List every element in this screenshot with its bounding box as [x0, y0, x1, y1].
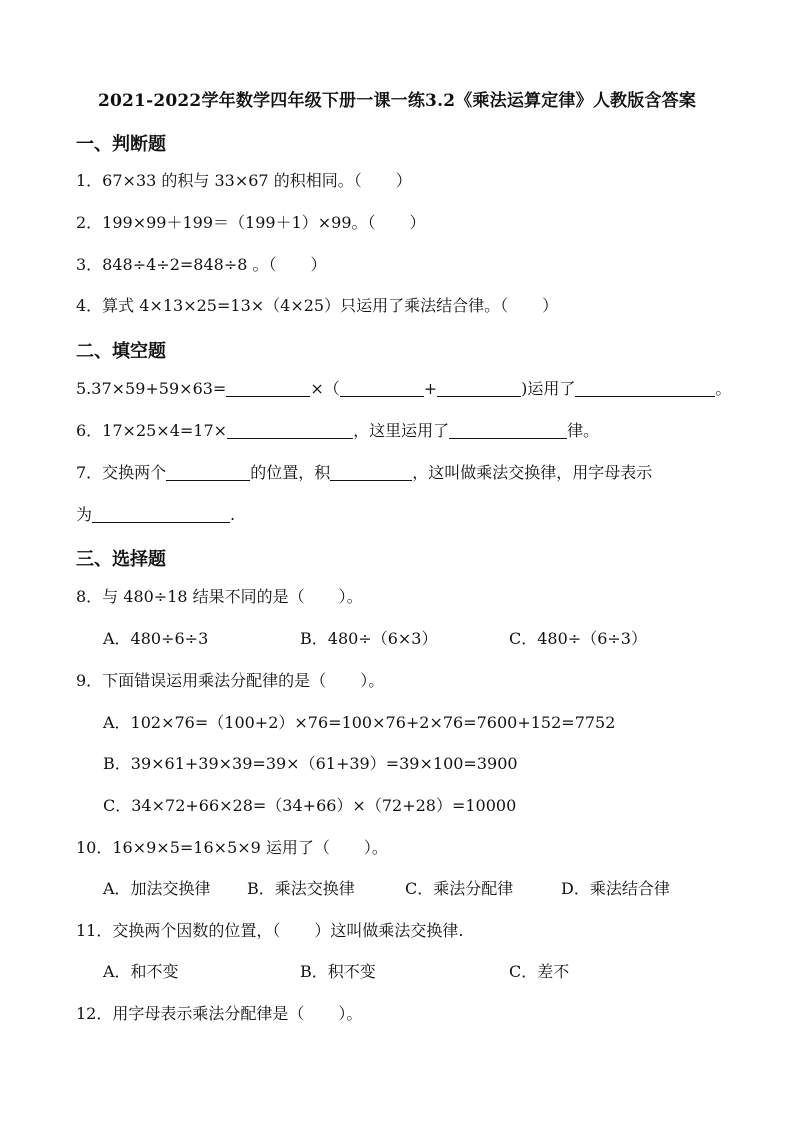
question-5-text-e: 。	[715, 379, 732, 398]
question-5-text-b: ×（	[310, 379, 340, 398]
question-6	[76, 420, 599, 442]
question-12	[76, 1003, 362, 1025]
question-8	[76, 586, 363, 608]
question-7	[76, 462, 652, 484]
question-6-text-b: ，这里运用了	[353, 421, 450, 440]
question-8-option-c[interactable]: C．480÷（6÷3）	[509, 629, 647, 648]
question-7-text-c: ，这叫做乘法交换律，用字母表示	[412, 463, 653, 482]
question-5-text-d: )运用了	[521, 379, 576, 398]
question-10-text: 10．16×9×5=16×5×9 运用了（	[76, 838, 330, 857]
question-11-text: 11．交换两个因数的位置，（	[76, 921, 281, 940]
question-10-option-c[interactable]: C．乘法分配律	[405, 879, 514, 898]
question-7-text-a: 7．交换两个	[76, 463, 167, 482]
answer-blank[interactable]	[340, 378, 424, 397]
question-9-option-c[interactable]: C．34×72+66×28=（34+66）×（72+28）=10000	[103, 796, 517, 815]
answer-blank[interactable]	[449, 420, 567, 439]
question-3-text: 3．848÷4÷2=848÷8 。（	[76, 255, 277, 274]
answer-blank[interactable]	[575, 378, 715, 397]
answer-blank[interactable]	[226, 378, 310, 397]
question-3-close: ）	[310, 255, 327, 274]
question-8-close: ）。	[338, 587, 363, 606]
question-8-option-b[interactable]: B．480÷（6×3）	[300, 629, 438, 648]
question-10-option-d[interactable]: D．乘法结合律	[561, 879, 670, 898]
question-9-option-b[interactable]: B．39×61+39×39=39×（61+39）=39×100=3900	[103, 754, 518, 773]
answer-blank[interactable]	[437, 378, 521, 397]
question-5	[76, 378, 731, 400]
question-5-text-a: 5.37×59+59×63=	[76, 379, 227, 398]
question-6-text-a: 6．17×25×4=17×	[76, 421, 228, 440]
question-1	[76, 170, 412, 192]
question-4	[76, 295, 558, 317]
question-12-text: 12．用字母表示乘法分配律是（	[76, 1004, 305, 1023]
question-7-text-d: 为	[76, 505, 93, 524]
question-9-text: 9．下面错误运用乘法分配律的是（	[76, 671, 327, 690]
question-10	[76, 837, 388, 859]
question-4-text: 4．算式 4×13×25=13×（4×25）只运用了乘法结合律。（	[76, 296, 509, 315]
question-7-text-b: 的位置，积	[250, 463, 331, 482]
answer-blank[interactable]	[330, 462, 412, 481]
section-heading-true-false: 一、判断题	[76, 134, 166, 155]
question-3	[76, 254, 327, 276]
question-9-close: ）。	[360, 671, 385, 690]
question-4-close: ）	[542, 296, 559, 315]
question-8-option-a[interactable]: A．480÷6÷3	[103, 629, 209, 648]
question-5-text-c: +	[423, 379, 438, 398]
question-10-option-b[interactable]: B．乘法交换律	[247, 879, 355, 898]
answer-blank[interactable]	[166, 462, 250, 481]
question-10-close: ）。	[363, 838, 388, 857]
question-7-continued	[76, 504, 235, 526]
question-12-close: ）。	[338, 1004, 363, 1023]
question-11-close: ）这叫做乘法交换律.	[314, 921, 464, 940]
question-11	[76, 920, 463, 942]
question-2	[76, 212, 426, 234]
question-11-option-c[interactable]: C．差不	[509, 962, 570, 981]
section-heading-fill-in: 二、填空题	[76, 341, 166, 362]
page-title: 2021-2022学年数学四年级下册一课一练3.2《乘法运算定律》人教版含答案	[97, 91, 697, 111]
question-11-option-a[interactable]: A．和不变	[103, 962, 179, 981]
question-6-text-c: 律。	[567, 421, 600, 440]
answer-blank[interactable]	[92, 504, 230, 523]
question-8-text: 8．与 480÷18 结果不同的是（	[76, 587, 305, 606]
question-2-close: ）	[409, 213, 426, 232]
question-9	[76, 670, 384, 692]
answer-blank[interactable]	[227, 420, 353, 439]
section-heading-multiple-choice: 三、选择题	[76, 549, 166, 570]
question-1-close: ）	[395, 171, 412, 190]
question-7-text-e: .	[230, 505, 236, 524]
question-1-text: 1．67×33 的积与 33×67 的积相同。（	[76, 171, 362, 190]
question-11-option-b[interactable]: B．积不变	[300, 962, 376, 981]
question-10-option-a[interactable]: A．加法交换律	[103, 879, 211, 898]
question-9-option-a[interactable]: A．102×76=（100+2）×76=100×76+2×76=7600+152=7752	[103, 713, 616, 732]
question-2-text: 2．199×99＋199＝（199＋1）×99。（	[76, 213, 376, 232]
